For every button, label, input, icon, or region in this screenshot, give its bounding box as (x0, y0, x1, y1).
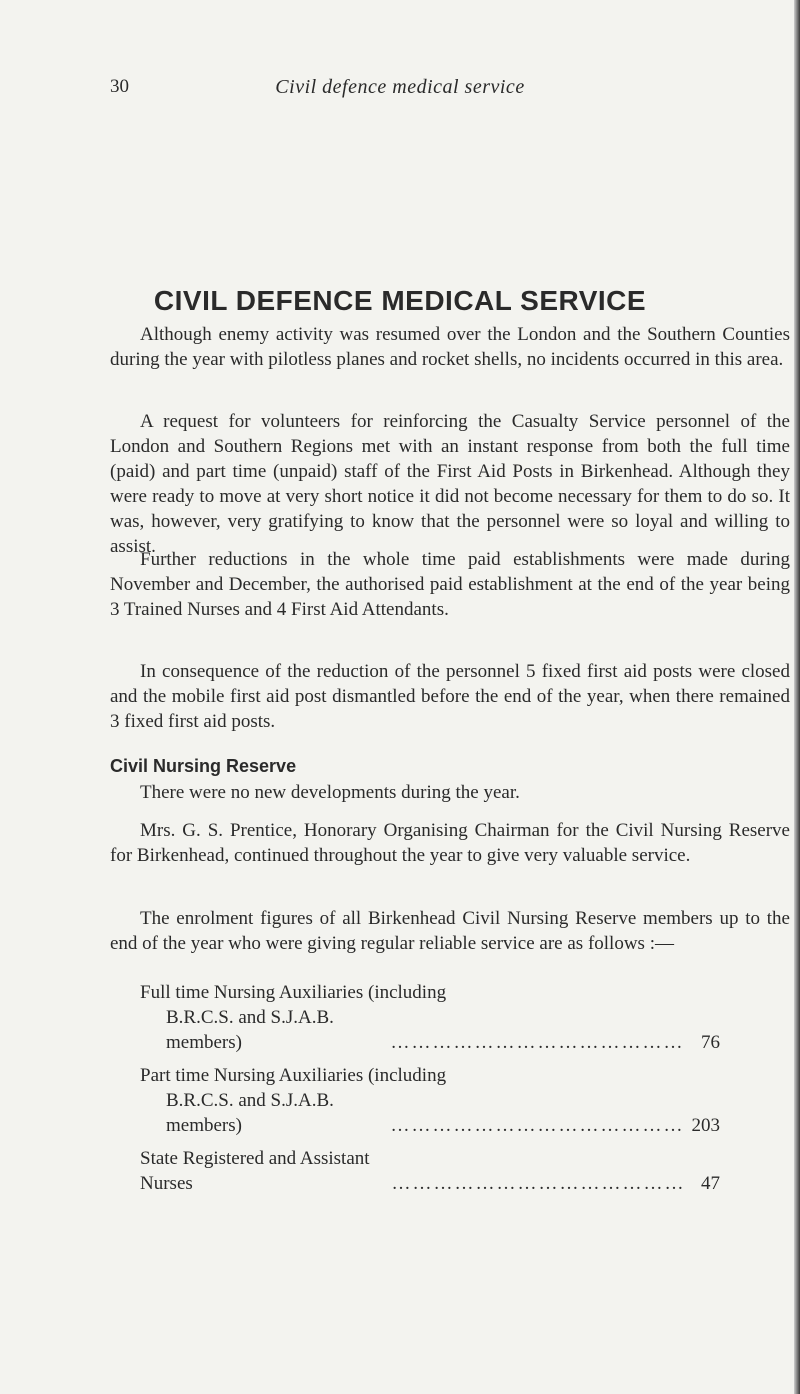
enrolment-label: Full time Nursing Auxiliaries (including (140, 982, 447, 1003)
enrolment-value: 76 (701, 1032, 720, 1053)
paragraph-volunteers: A request for volunteers for reinforcing the Casualty Service personnel of the London and Southern Regions met with an instant response from both the full time (paid) and part time (unpaid) staff of the First Aid Posts in Birkenhead. Although they were ready to move at very short notice it did not become necessary for them to do so. It was, however, very gratifying to know that the personnel were so loyal and willing to assist. (110, 411, 790, 557)
enrolment-item (140, 1146, 720, 1196)
leader-dots: …………………………………… (391, 1173, 686, 1194)
running-header (0, 76, 800, 106)
enrolment-item (140, 980, 720, 1055)
running-title: Civil defence medical service (275, 76, 525, 98)
subsection-heading: Civil Nursing Reserve (110, 756, 297, 776)
enrolment-label: Part time Nursing Auxiliaries (including (140, 1065, 447, 1086)
enrolment-label: B.R.C.S. and S.J.A.B. members) (166, 1090, 334, 1136)
leader-dots: …………………………………… (390, 1032, 685, 1053)
paragraph-no-developments: There were no new developments during the year. (140, 782, 520, 803)
enrolment-list (140, 980, 720, 1204)
enrolment-value: 203 (691, 1115, 720, 1136)
section-heading: CIVIL DEFENCE MEDICAL SERVICE (153, 285, 647, 316)
paragraph-enemy-activity: Although enemy activity was resumed over the London and the Southern Counties during the year with pilotless planes and rocket shells, no incidents occurred in this area. (110, 324, 790, 370)
paragraph-chairman: Mrs. G. S. Prentice, Honorary Organising Chairman for the Civil Nursing Reserve for Birkenhead, continued throughout the year to give very valuable service. (110, 820, 790, 866)
enrolment-value: 47 (701, 1173, 720, 1194)
enrolment-label: B.R.C.S. and S.J.A.B. members) (166, 1007, 334, 1053)
paragraph-reductions: Further reductions in the whole time paid establishments were made during November and December, the authorised paid establishment at the end of the year being 3 Trained Nurses and 4 First Aid Attendants. (110, 549, 790, 620)
paragraph-enrolment-intro: The enrolment figures of all Birkenhead Civil Nursing Reserve members up to the end of the year who were giving regular reliable service are as follows :— (110, 908, 790, 954)
page-edge-shadow (794, 0, 800, 1394)
paragraph-posts-closed: In consequence of the reduction of the personnel 5 fixed first aid posts were closed and the mobile first aid post dismantled before the end of the year, when there remained 3 fixed first aid posts. (110, 661, 790, 732)
enrolment-item (140, 1063, 720, 1138)
leader-dots: …………………………………… (390, 1115, 685, 1136)
enrolment-label: State Registered and Assistant Nurses (140, 1148, 370, 1194)
page-number: 30 (110, 76, 129, 97)
